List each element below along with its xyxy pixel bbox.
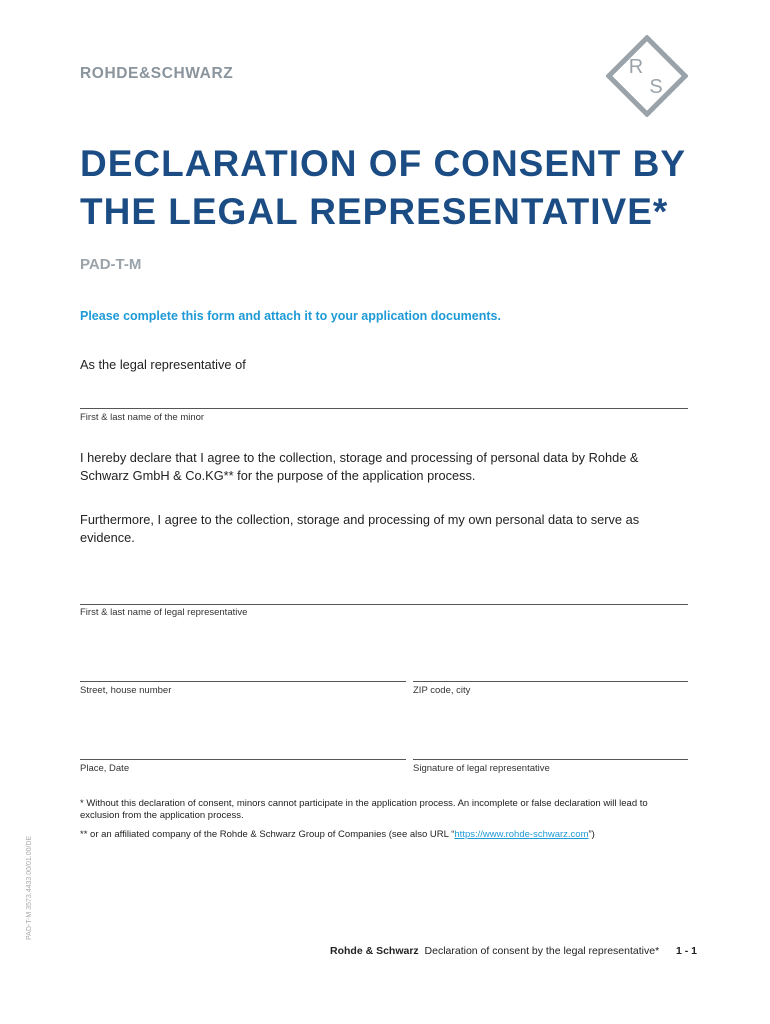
rs-logo-icon (606, 35, 688, 117)
street-label: Street, house number (80, 685, 172, 696)
brand-wordmark: ROHDE&SCHWARZ (80, 65, 234, 82)
page-title (80, 140, 720, 236)
rep-name-label: First & last name of legal representative (80, 607, 248, 618)
declaration-text-2: Furthermore, I agree to the collection, storage and processing of my own personal data to serve as evidence. (80, 512, 640, 545)
footnote-2-prefix: ** or an affiliated company of the Rohde & Schwarz Group of Companies (see also URL “ (80, 829, 455, 840)
logo-letter-s: S (649, 76, 663, 98)
page-number: 1 - 1 (676, 945, 698, 957)
footer-doc-title: Declaration of consent by the legal representative* (424, 945, 660, 957)
minor-name-line[interactable] (80, 408, 688, 409)
place-date-line[interactable] (80, 759, 406, 760)
street-line[interactable] (80, 681, 406, 682)
footnote-2-suffix: ”) (588, 829, 595, 840)
instruction-text: Please complete this form and attach it to your application documents. (80, 309, 501, 323)
signature-label: Signature of legal representative (413, 763, 550, 774)
footer-company: Rohde & Schwarz (330, 945, 419, 957)
rep-name-line[interactable] (80, 604, 688, 605)
minor-name-label: First & last name of the minor (80, 412, 205, 423)
declaration-text-1: I hereby declare that I agree to the collection, storage and processing of personal data by Rohde & Schwarz GmbH & Co.KG** for the purpose of the application process. (80, 450, 639, 483)
website-link[interactable]: https://www.rohde-schwarz.com (454, 829, 589, 840)
page-title-line-1: DECLARATION OF CONSENT BY (80, 143, 687, 184)
logo-letter-r: R (628, 56, 644, 78)
footnote-1: * Without this declaration of consent, minors cannot participate in the application process. An incomplete or false declaration will lead to exclusion from the application process. (80, 798, 648, 821)
footnote-2 (80, 829, 680, 841)
zip-city-line[interactable] (413, 681, 688, 682)
page-title-line-2: THE LEGAL REPRESENTATIVE* (80, 191, 669, 232)
footer (330, 945, 659, 957)
form-code: PAD-T-M (80, 256, 142, 273)
signature-line[interactable] (413, 759, 688, 760)
zip-city-label: ZIP code, city (413, 685, 471, 696)
side-reference-text: PAD-T-M 3573.4433.00/01.00/DE (26, 835, 33, 940)
intro-text: As the legal representative of (80, 357, 246, 372)
place-date-label: Place, Date (80, 763, 130, 774)
